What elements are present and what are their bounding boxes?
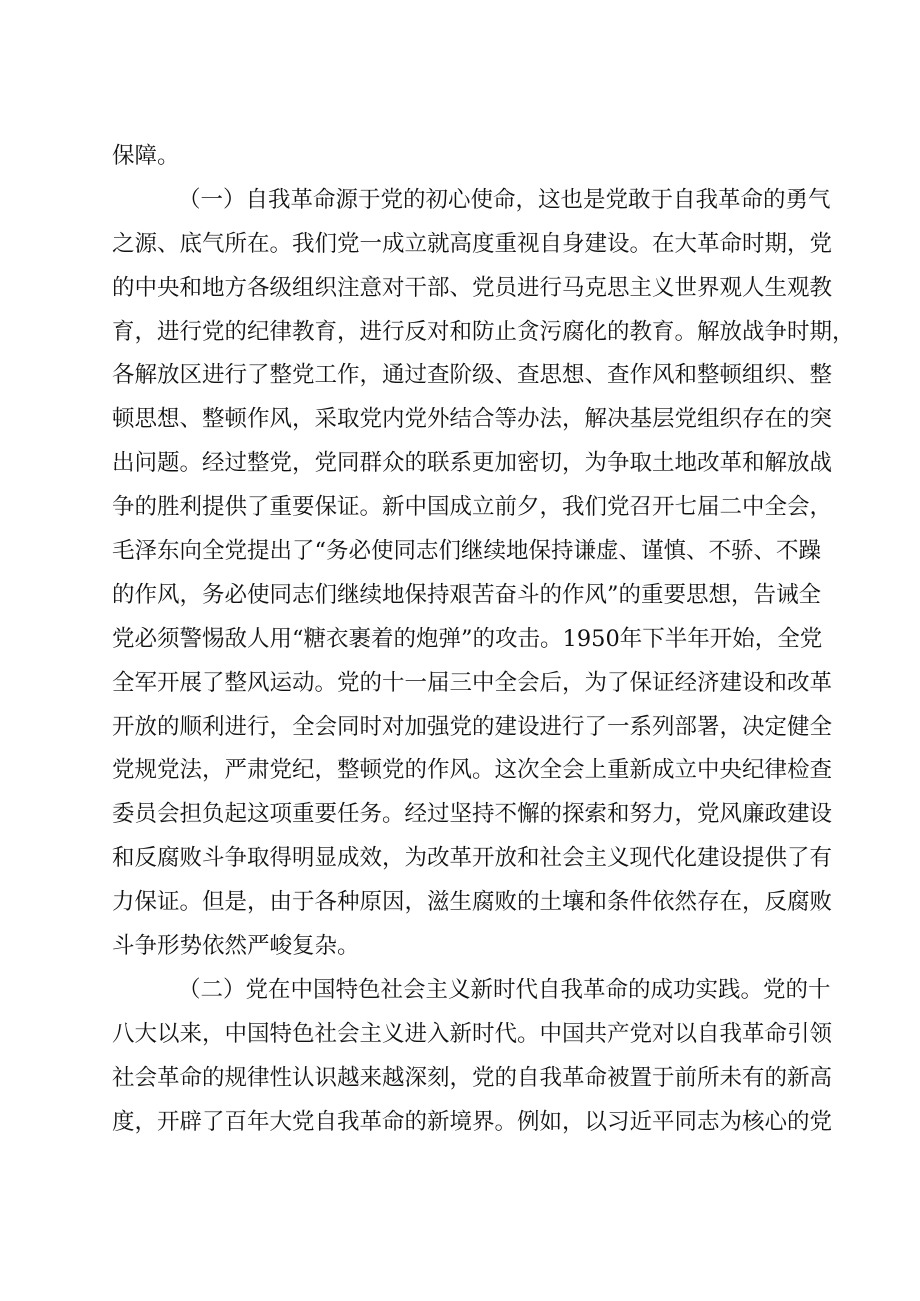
- text-line: 开放的顺利进行，全会同时对加强党的建设进行了一系列部署，决定健全: [112, 713, 833, 740]
- text-line: 各解放区进行了整党工作，通过查阶级、查思想、查作风和整顿组织、整: [112, 362, 833, 389]
- text-line: 毛泽东向全党提出了“务必使同志们继续地保持谦虚、谨慎、不骄、不躁: [112, 538, 822, 565]
- text-line: 的作风，务必使同志们继续地保持艰苦奋斗的作风”的重要思想，告诫全: [112, 581, 822, 608]
- text-line: 度，开辟了百年大党自我革命的新境界。例如，以习近平同志为核心的党: [112, 1108, 833, 1135]
- body-text: [112, 135, 855, 1144]
- section-heading-line: （二）党在中国特色社会主义新时代自我革命的成功实践。党的十: [178, 976, 831, 1003]
- text-line: 顿思想、整顿作风，采取党内党外结合等办法，解决基层党组织存在的突: [112, 406, 833, 433]
- text-line: 出问题。经过整党，党同群众的联系更加密切，为争取土地改革和解放战: [112, 450, 833, 477]
- text-line: 委员会担负起这项重要任务。经过坚持不懈的探索和努力，党风廉政建设: [112, 801, 833, 828]
- text-line: 党必须警惕敌人用“糖衣裹着的炮弹”的攻击。1950年下半年开始，全党: [112, 625, 823, 652]
- text-line: 社会革命的规律性认识越来越深刻，党的自我革命被置于前所未有的新高: [112, 1064, 833, 1091]
- text-line: 八大以来，中国特色社会主义进入新时代。中国共产党对以自我革命引领: [112, 1020, 833, 1047]
- text-line: 和反腐败斗争取得明显成效，为改革开放和社会主义现代化建设提供了有: [112, 845, 833, 872]
- text-line: 之源、底气所在。我们党一成立就高度重视自身建设。在大革命时期，党: [112, 230, 833, 257]
- text-line: 保障。: [112, 143, 180, 169]
- text-line: 力保证。但是，由于各种原因，滋生腐败的土壤和条件依然存在，反腐败: [112, 889, 833, 916]
- text-line: 斗争形势依然严峻复杂。: [112, 933, 360, 960]
- text-line: 育，进行党的纪律教育，进行反对和防止贪污腐化的教育。解放战争时期，: [112, 318, 855, 345]
- text-line: 党规党法，严肃党纪，整顿党的作风。这次全会上重新成立中央纪律检查: [112, 757, 833, 784]
- text-line: 全军开展了整风运动。党的十一届三中全会后，为了保证经济建设和改革: [112, 669, 833, 696]
- text-line: 争的胜利提供了重要保证。新中国成立前夕，我们党召开七届二中全会，: [112, 494, 833, 521]
- section-heading-line: （一）自我革命源于党的初心使命，这也是党敢于自我革命的勇气: [178, 186, 831, 213]
- text-line: 的中央和地方各级组织注意对干部、党员进行马克思主义世界观人生观教: [112, 274, 833, 301]
